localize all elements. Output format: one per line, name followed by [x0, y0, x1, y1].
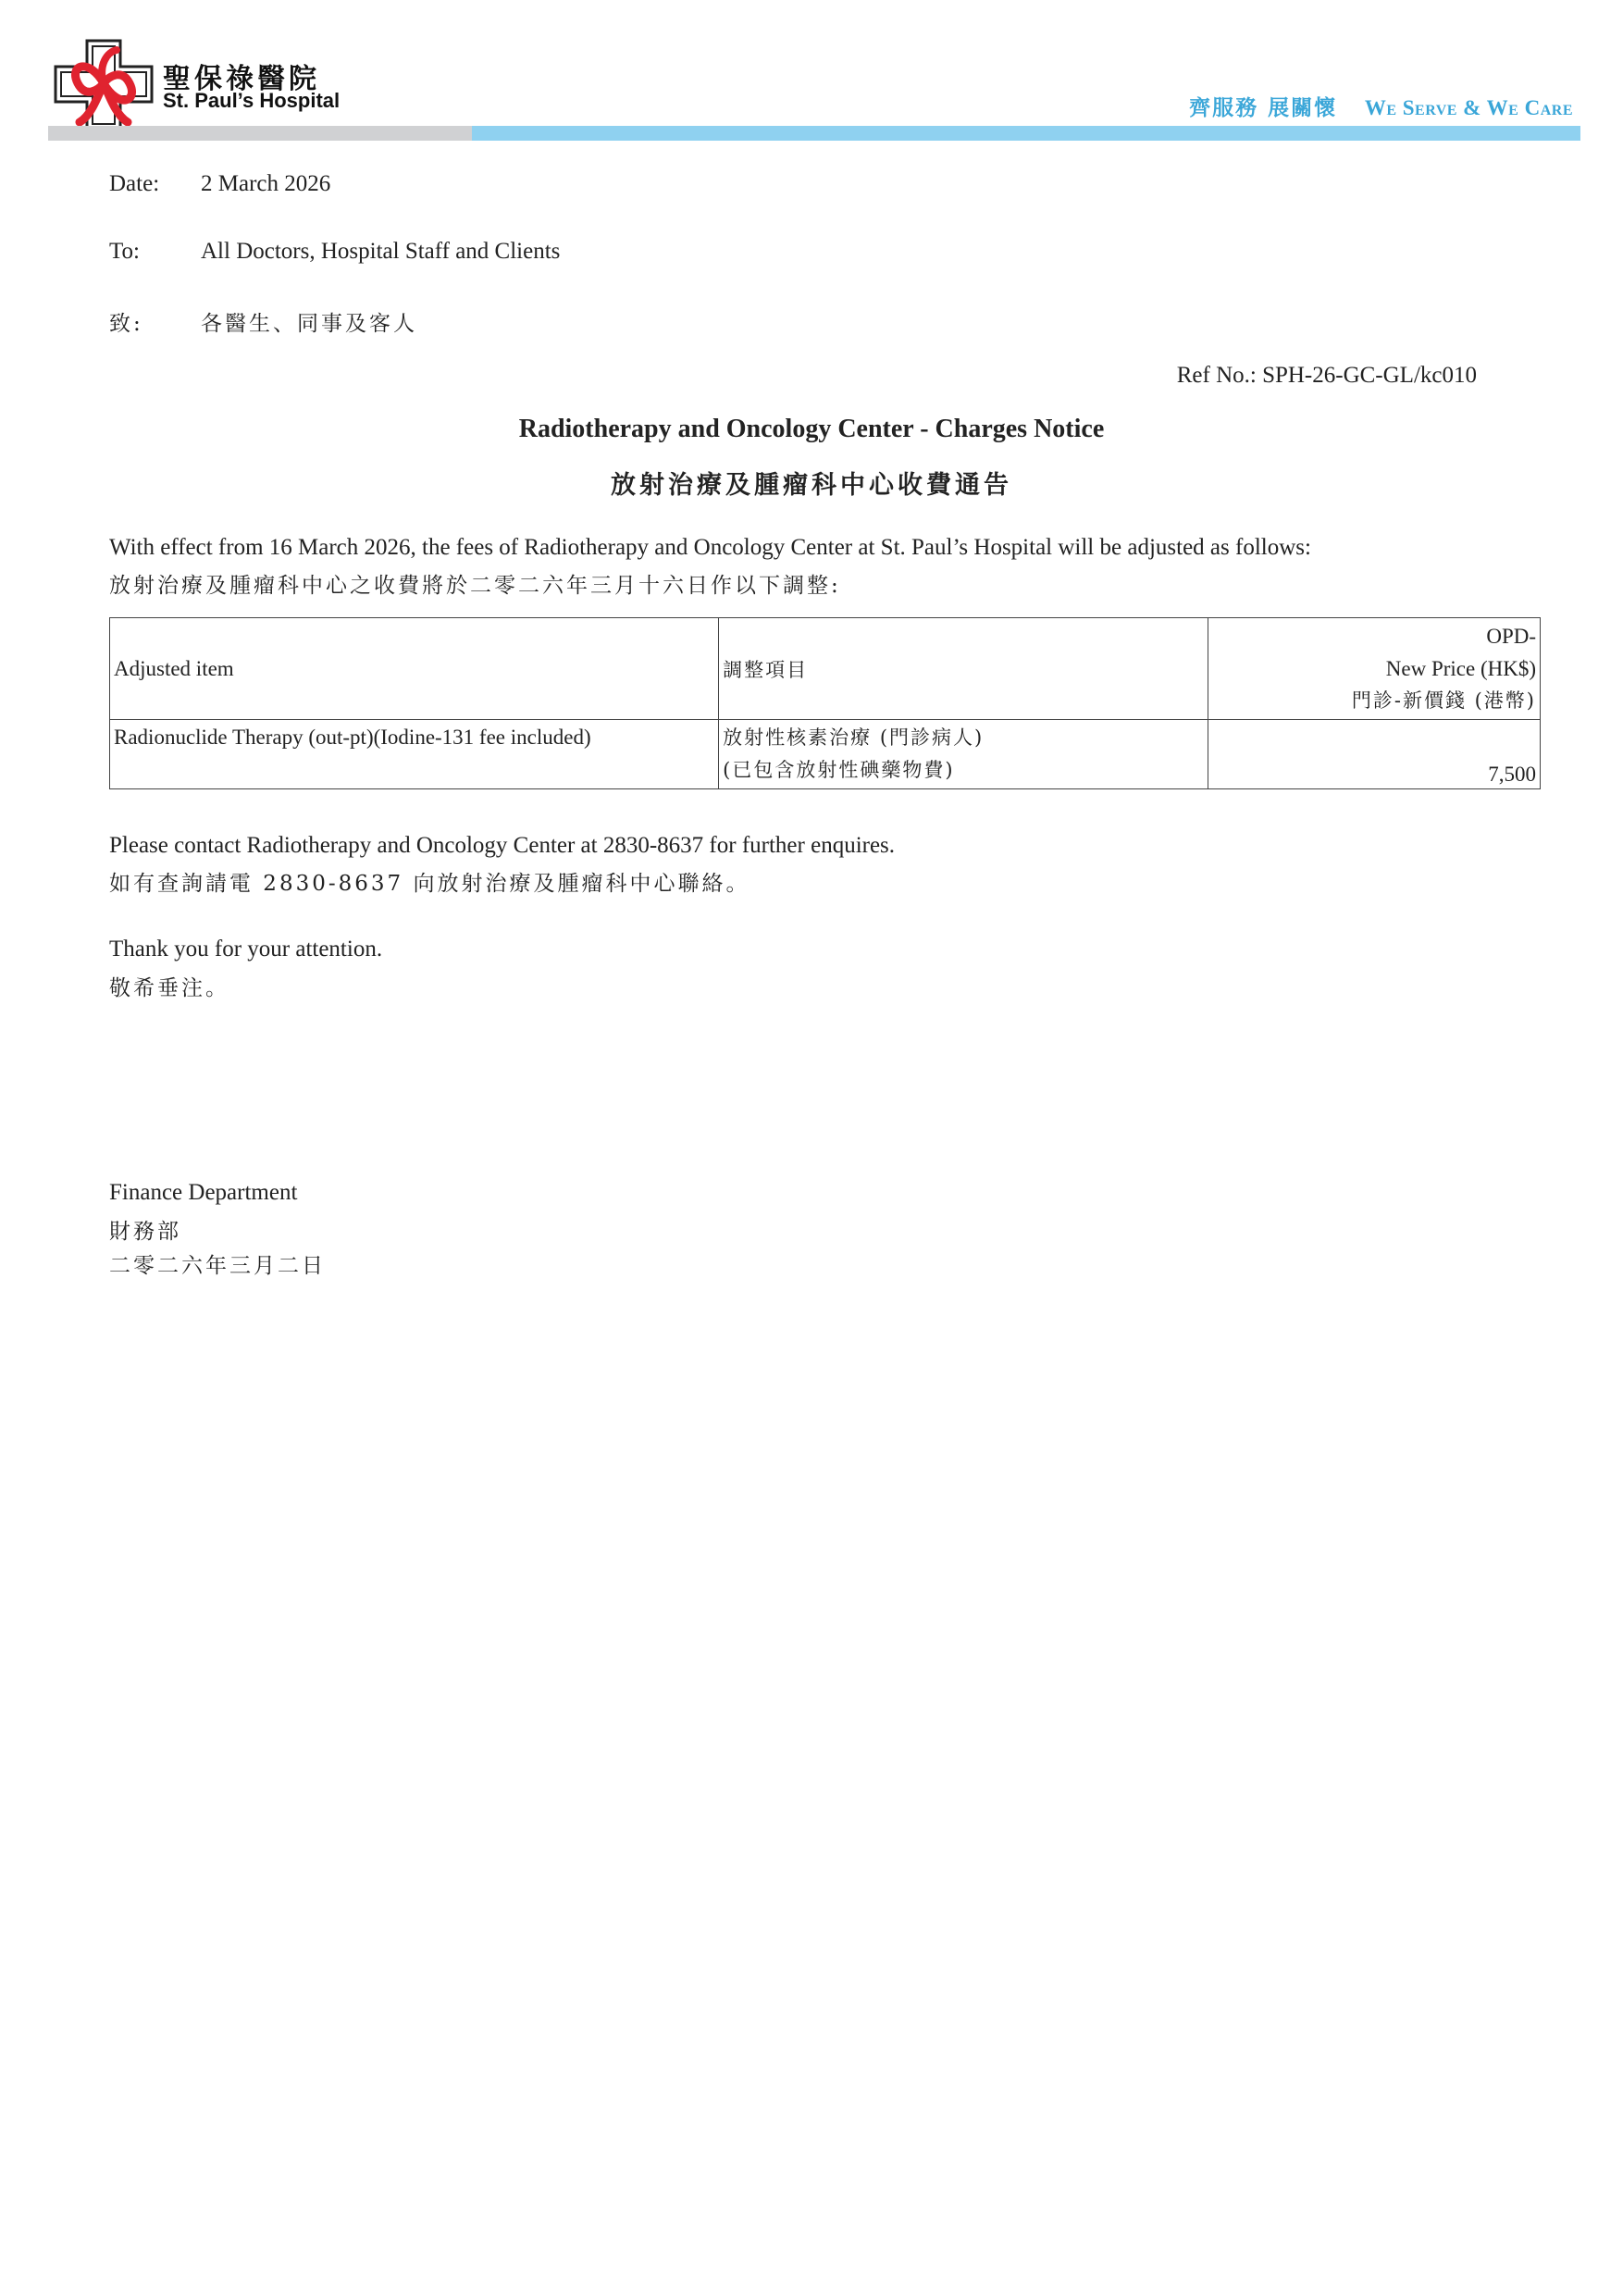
tagline [1189, 91, 1573, 121]
header-band-gray [48, 126, 472, 141]
signature-dept-en: Finance Department [109, 1180, 298, 1205]
row-price: 7,500 [1208, 720, 1540, 789]
contact-text-zh: 如有查詢請電 2830-8637 向放射治療及腫瘤科中心聯絡。 [109, 872, 750, 896]
row-item-zh-line1: 放射性核素治療 (門診病人) [723, 726, 985, 749]
notice-title-en: Radiotherapy and Oncology Center - Charges Notice [518, 415, 1105, 443]
intro-text-zh: 放射治療及腫瘤科中心之收費將於二零二六年三月十六日作以下調整: [109, 574, 841, 598]
to-label: To: [109, 239, 140, 264]
header-item-zh: 調整項目 [719, 618, 1208, 720]
to-label-zh: 致: [109, 312, 143, 336]
to-value-zh: 各醫生、同事及客人 [201, 312, 417, 336]
row-item-zh [719, 720, 1208, 789]
tagline-en: We Serve & We Care [1364, 96, 1573, 119]
date-label: Date: [109, 171, 160, 196]
contact-text-en: Please contact Radiotherapy and Oncology Center at 2830-8637 for further enquires. [109, 833, 896, 858]
date-value: 2 March 2026 [201, 171, 331, 196]
row-item-zh-line2: (已包含放射性碘藥物費) [723, 759, 955, 781]
header-price-line2: New Price (HK$) [1385, 657, 1536, 680]
header-item-en: Adjusted item [110, 618, 719, 720]
intro-text-en: With effect from 16 March 2026, the fees of Radiotherapy and Oncology Center at St. Paul’s Hospital will be adjusted as follows: [109, 535, 1311, 560]
signature-dept-zh: 財務部 [109, 1220, 181, 1244]
row-item-en: Radionuclide Therapy (out-pt)(Iodine-131 fee included) [110, 720, 719, 789]
header-band-blue [472, 126, 1580, 141]
reference-number: Ref No.: SPH-26-GC-GL/kc010 [1176, 363, 1477, 388]
signature-date-zh: 二零二六年三月二日 [109, 1254, 326, 1278]
closing-text-en: Thank you for your attention. [109, 937, 383, 962]
hospital-logo [52, 37, 155, 133]
closing-text-zh: 敬希垂注。 [109, 976, 229, 1000]
table-header-row [110, 618, 1541, 720]
tagline-zh: 齊服務 展關懷 [1189, 95, 1338, 120]
to-value: All Doctors, Hospital Staff and Clients [201, 239, 561, 264]
header-price-line3: 門診-新價錢 (港幣) [1351, 689, 1536, 712]
fees-table [109, 617, 1541, 789]
table-row [110, 720, 1541, 789]
notice-title-zh: 放射治療及腫瘤科中心收費通告 [611, 471, 1012, 500]
hospital-name-en: St. Paul’s Hospital [163, 89, 341, 112]
header-price-line1: OPD- [1486, 625, 1536, 648]
header-price [1208, 618, 1540, 720]
hospital-name-zh: 聖保祿醫院 [163, 63, 320, 95]
